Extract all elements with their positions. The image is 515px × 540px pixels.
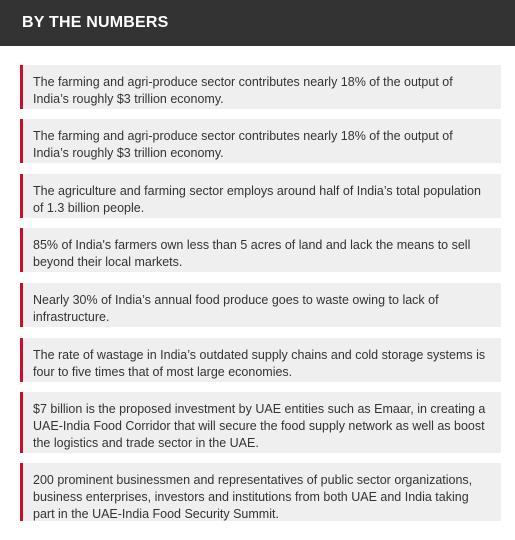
fact-text: Nearly 30% of India’s annual food produce goes to waste owing to lack of infrastructure. bbox=[33, 293, 439, 324]
fact-text: The farming and agri-produce sector contributes nearly 18% of the output of India’s roughly $3 trillion economy. bbox=[33, 75, 453, 106]
fact-item bbox=[20, 392, 501, 453]
fact-text: The farming and agri-produce sector contributes nearly 18% of the output of India’s roughly $3 trillion economy. bbox=[33, 129, 453, 160]
fact-text: The rate of wastage in India’s outdated supply chains and cold storage systems is four to five times that of most large economies. bbox=[33, 348, 486, 379]
fact-item bbox=[20, 174, 501, 218]
fact-item bbox=[20, 228, 501, 272]
section-header bbox=[0, 0, 515, 46]
fact-text: 200 prominent businessmen and representatives of public sector organizations, business enterprises, investors and institutions from both UAE and India taking part in the UAE-India Food Security Summit. bbox=[33, 473, 473, 521]
fact-text: 85% of India's farmers own less than 5 acres of land and lack the means to sell beyond their local markets. bbox=[33, 238, 471, 269]
fact-text: $7 billion is the proposed investment by UAE entities such as Emaar, in creating a UAE-India Food Corridor that will secure the food supply network as well as boost the logistics and trade sector in the UAE. bbox=[33, 402, 486, 450]
fact-item bbox=[20, 463, 501, 521]
section-title: BY THE NUMBERS bbox=[22, 14, 169, 31]
fact-item bbox=[20, 65, 501, 109]
fact-item bbox=[20, 283, 501, 327]
fact-item bbox=[20, 119, 501, 163]
fact-text: The agriculture and farming sector employs around half of India’s total population of 1.3 billion people. bbox=[33, 184, 481, 215]
fact-item bbox=[20, 338, 501, 382]
